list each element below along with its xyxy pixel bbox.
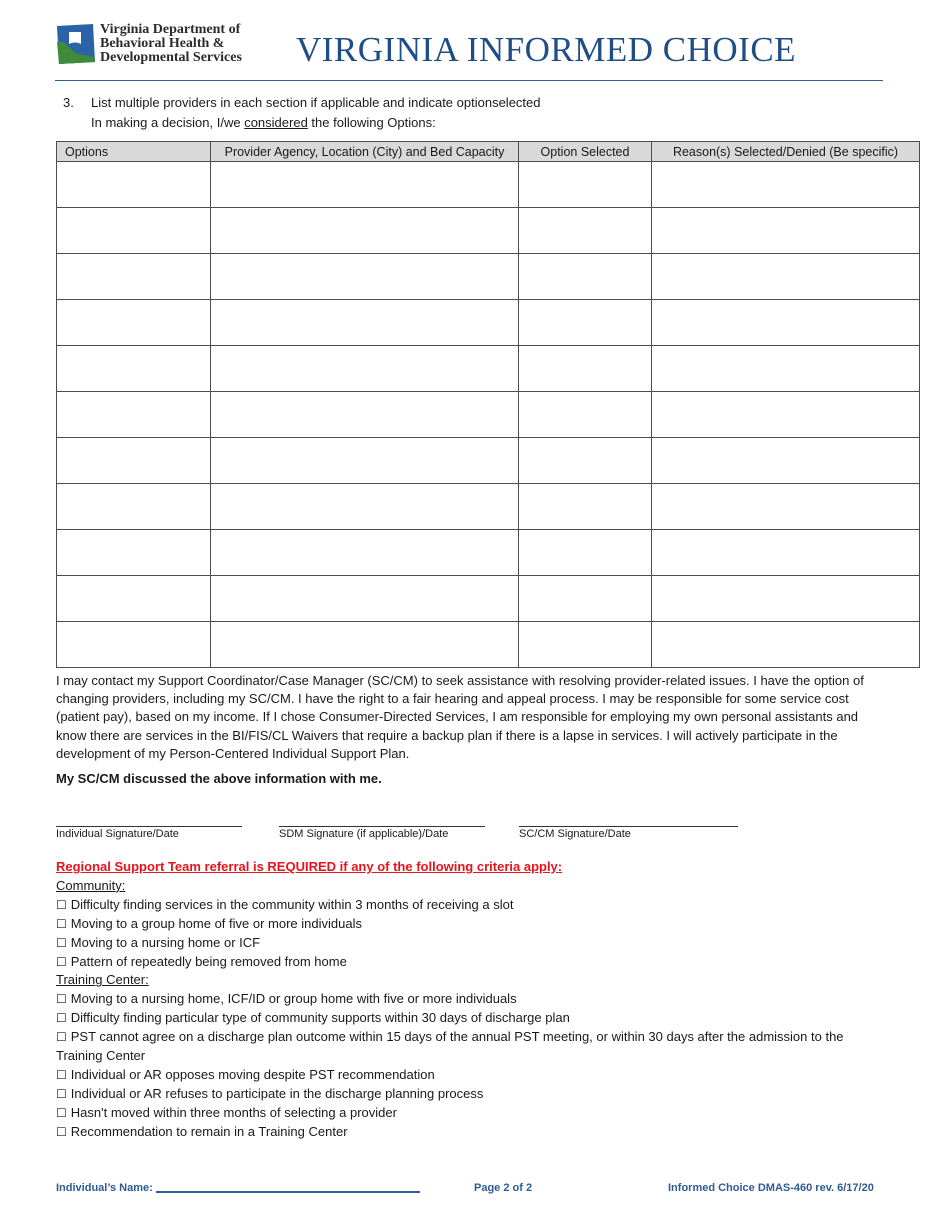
logo-text-line-1: Virginia Department of <box>100 22 241 37</box>
options-cell[interactable] <box>57 484 211 530</box>
option-selected-cell[interactable] <box>519 622 652 668</box>
option-selected-cell[interactable] <box>519 484 652 530</box>
options-cell[interactable] <box>57 254 211 300</box>
reasons-cell[interactable] <box>652 530 920 576</box>
rst-referral-heading: Regional Support Team referral is REQUIRED if any of the following criteria apply: <box>56 859 563 874</box>
sccm-signature-label: SC/CM Signature/Date <box>519 828 631 840</box>
page-number: Page 2 of 2 <box>474 1182 533 1194</box>
provider-agency-cell[interactable] <box>211 162 519 208</box>
logo-text-line-3: Developmental Services <box>100 50 242 65</box>
training-center-criteria-list <box>56 990 886 1141</box>
sdm-signature-label: SDM Signature (if applicable)/Date <box>279 828 449 840</box>
option-selected-cell[interactable] <box>519 392 652 438</box>
option-selected-cell[interactable] <box>519 438 652 484</box>
discussed-statement: My SC/CM discussed the above information with me. <box>56 771 382 786</box>
provider-agency-cell[interactable] <box>211 622 519 668</box>
criteria-item <box>56 1028 886 1066</box>
instruction-line-2-end: the following Options: <box>307 115 436 130</box>
provider-agency-cell[interactable] <box>211 254 519 300</box>
criteria-item <box>56 896 886 915</box>
checkbox-icon[interactable]: ☐ <box>56 992 67 1007</box>
instruction-line-1: List multiple providers in each section if applicable and indicate optionselected <box>91 95 541 110</box>
options-cell[interactable] <box>57 392 211 438</box>
header-options: Options <box>57 142 211 162</box>
virginia-state-logo-icon <box>55 22 97 66</box>
provider-agency-cell[interactable] <box>211 576 519 622</box>
reasons-cell[interactable] <box>652 484 920 530</box>
provider-agency-cell[interactable] <box>211 438 519 484</box>
logo-text-line-2: Behavioral Health & <box>100 36 225 51</box>
dbhds-logo <box>55 22 270 68</box>
form-identifier: Informed Choice DMAS-460 rev. 6/17/20 <box>668 1182 874 1194</box>
options-cell[interactable] <box>57 162 211 208</box>
reasons-cell[interactable] <box>652 300 920 346</box>
table-header-row <box>57 142 920 162</box>
provider-agency-cell[interactable] <box>211 392 519 438</box>
options-cell[interactable] <box>57 622 211 668</box>
individual-name-label: Individual’s Name: <box>56 1182 153 1194</box>
sdm-signature-line[interactable] <box>279 826 485 827</box>
table-row <box>57 392 920 438</box>
checkbox-icon[interactable]: ☐ <box>56 1030 67 1045</box>
checkbox-icon[interactable]: ☐ <box>56 916 67 931</box>
criteria-item <box>56 1066 886 1085</box>
criteria-item-label: Difficulty finding services in the community within 3 months of receiving a slot <box>70 896 514 912</box>
checkbox-icon[interactable]: ☐ <box>56 935 67 950</box>
table-row <box>57 484 920 530</box>
options-cell[interactable] <box>57 438 211 484</box>
options-cell[interactable] <box>57 530 211 576</box>
provider-agency-cell[interactable] <box>211 208 519 254</box>
reasons-cell[interactable] <box>652 162 920 208</box>
criteria-item <box>56 953 886 972</box>
option-selected-cell[interactable] <box>519 254 652 300</box>
table-row <box>57 162 920 208</box>
options-cell[interactable] <box>57 208 211 254</box>
option-selected-cell[interactable] <box>519 576 652 622</box>
header-provider-agency: Provider Agency, Location (City) and Bed Capacity <box>211 142 519 162</box>
individual-signature-line[interactable] <box>56 826 242 827</box>
table-row <box>57 576 920 622</box>
header-option-selected: Option Selected <box>519 142 652 162</box>
criteria-item-label: Pattern of repeatedly being removed from home <box>70 953 347 969</box>
criteria-item <box>56 990 886 1009</box>
section-3-instructions <box>63 93 541 133</box>
reasons-cell[interactable] <box>652 576 920 622</box>
checkbox-icon[interactable]: ☐ <box>56 1011 67 1026</box>
criteria-item-label: Recommendation to remain in a Training Center <box>70 1123 348 1139</box>
page-title: VIRGINIA INFORMED CHOICE <box>296 30 797 69</box>
option-selected-cell[interactable] <box>519 530 652 576</box>
section-number: 3. <box>63 95 74 110</box>
rst-referral-criteria <box>56 858 886 1142</box>
options-table-body <box>57 162 920 668</box>
provider-agency-cell[interactable] <box>211 300 519 346</box>
checkbox-icon[interactable]: ☐ <box>56 1105 67 1120</box>
criteria-item <box>56 915 886 934</box>
option-selected-cell[interactable] <box>519 346 652 392</box>
sccm-signature-line[interactable] <box>519 826 738 827</box>
option-selected-cell[interactable] <box>519 208 652 254</box>
criteria-item-label: Moving to a nursing home or ICF <box>70 934 261 950</box>
reasons-cell[interactable] <box>652 208 920 254</box>
considered-underlined: considered <box>244 115 308 130</box>
page-header <box>55 18 883 81</box>
checkbox-icon[interactable]: ☐ <box>56 897 67 912</box>
checkbox-icon[interactable]: ☐ <box>56 1124 67 1139</box>
checkbox-icon[interactable]: ☐ <box>56 1067 67 1082</box>
criteria-item <box>56 1123 886 1142</box>
table-row <box>57 208 920 254</box>
provider-agency-cell[interactable] <box>211 346 519 392</box>
options-cell[interactable] <box>57 346 211 392</box>
criteria-item-label: Difficulty finding particular type of community supports within 30 days of discharge plan <box>70 1010 570 1026</box>
criteria-item-label: Hasn't moved within three months of selecting a provider <box>70 1104 397 1120</box>
criteria-item-label: Individual or AR refuses to participate in the discharge planning process <box>70 1085 484 1101</box>
training-center-label: Training Center: <box>56 972 149 988</box>
criteria-item-label: Individual or AR opposes moving despite PST recommendation <box>70 1066 435 1082</box>
options-cell[interactable] <box>57 300 211 346</box>
table-row <box>57 438 920 484</box>
criteria-item <box>56 1009 886 1028</box>
provider-agency-cell[interactable] <box>211 530 519 576</box>
reasons-cell[interactable] <box>652 438 920 484</box>
logo-text <box>100 23 242 65</box>
reasons-cell[interactable] <box>652 254 920 300</box>
table-row <box>57 300 920 346</box>
table-row <box>57 254 920 300</box>
checkbox-icon[interactable]: ☐ <box>56 954 67 969</box>
reasons-cell[interactable] <box>652 392 920 438</box>
option-selected-cell[interactable] <box>519 162 652 208</box>
instruction-line-2-start: In making a decision, I/we <box>91 115 245 130</box>
criteria-item <box>56 1085 886 1104</box>
options-table <box>56 141 920 668</box>
criteria-item-label: Moving to a group home of five or more individuals <box>70 915 362 931</box>
options-cell[interactable] <box>57 576 211 622</box>
table-row <box>57 530 920 576</box>
criteria-item-label: PST cannot agree on a discharge plan outcome within 15 days of the annual PST meeting, or within 30 days after the admission to the Training Center <box>56 1029 844 1064</box>
criteria-item <box>56 1104 886 1123</box>
community-criteria-list <box>56 896 886 972</box>
checkbox-icon[interactable]: ☐ <box>56 1086 67 1101</box>
individual-name-line[interactable] <box>156 1191 420 1193</box>
instruction-line-2 <box>63 113 541 133</box>
table-row <box>57 346 920 392</box>
reasons-cell[interactable] <box>652 622 920 668</box>
reasons-cell[interactable] <box>652 346 920 392</box>
header-reasons: Reason(s) Selected/Denied (Be specific) <box>652 142 920 162</box>
criteria-item-label: Moving to a nursing home, ICF/ID or group home with five or more individuals <box>70 991 517 1007</box>
community-label: Community: <box>56 877 126 893</box>
option-selected-cell[interactable] <box>519 300 652 346</box>
rights-paragraph: I may contact my Support Coordinator/Case Manager (SC/CM) to seek assistance with resolving provider-related issues. I have the option of changing providers, including my SC/CM. I have the right to a fair hearing and appeal process. I may be responsible for some service cost (patient pay), based on my income. If I chose Consumer-Directed Services, I am responsible for employing my own personal assistants and know there are services in the BI/FIS/CL Waivers that require a backup plan if there is a lapse in services. I will actively participate in the development of my Person-Centered Individual Support Plan. <box>56 673 864 761</box>
individual-signature-label: Individual Signature/Date <box>56 828 179 840</box>
provider-agency-cell[interactable] <box>211 484 519 530</box>
criteria-item <box>56 934 886 953</box>
table-row <box>57 622 920 668</box>
